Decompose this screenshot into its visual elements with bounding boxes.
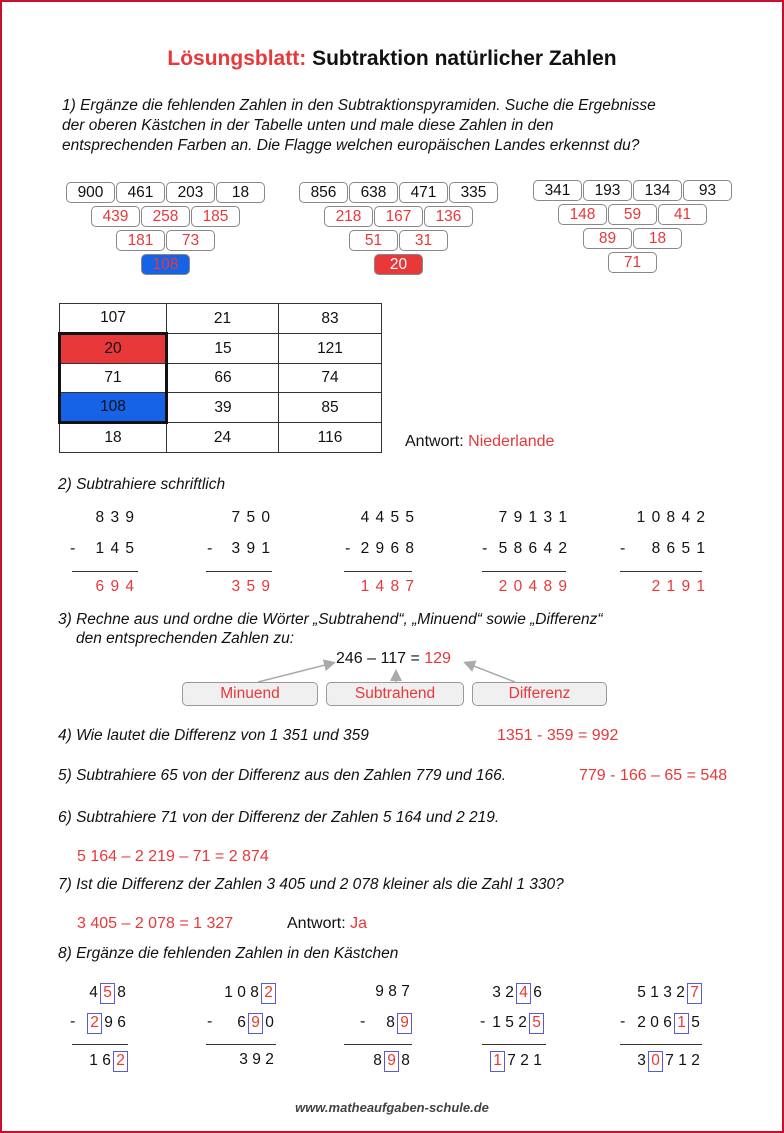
- digit: 3: [239, 1051, 248, 1068]
- q8-sub-row: [235, 1013, 276, 1034]
- pyramid-1-cell: 461: [116, 182, 165, 203]
- q2-result: 1 4 8 7: [360, 578, 415, 595]
- q8-top-row: [373, 983, 412, 1001]
- digit-box: 1: [674, 1013, 689, 1034]
- pyramid-1-cell: 185: [191, 206, 240, 227]
- pyramid-3-cell: 18: [633, 228, 682, 249]
- pyramid-3-cell: 93: [683, 180, 732, 201]
- q5-text: 5) Subtrahiere 65 von der Differenz aus den Zahlen 779 und 166.: [58, 767, 507, 784]
- pyramid-2-cell: 471: [399, 182, 448, 203]
- digit: 6: [117, 1014, 126, 1031]
- table-cell: 71: [60, 364, 167, 393]
- q8-line: [620, 1044, 702, 1045]
- q2-minuend: 7 5 0: [231, 509, 271, 526]
- q8-sub-row: [384, 1013, 412, 1034]
- q3-line2: den entsprechenden Zahlen zu:: [76, 630, 295, 647]
- pyramid-2-cell: 51: [349, 230, 398, 251]
- pyramid-2-cell: 335: [449, 182, 498, 203]
- q8-sub-row: [87, 1013, 128, 1034]
- pyramid-2-cell: 218: [324, 206, 373, 227]
- pyramid-3-cell: 41: [658, 204, 707, 225]
- q2-operator: -: [207, 540, 213, 557]
- q8-res-row: [237, 1051, 276, 1069]
- table-cell: 15: [167, 334, 279, 364]
- q8-sub-row: [635, 1013, 702, 1034]
- pyramid-3-cell: 341: [533, 180, 582, 201]
- pyramid-1-cell: 181: [116, 230, 165, 251]
- q2-subtrahend: 2 9 6 8: [360, 540, 415, 557]
- digit: 0: [237, 984, 246, 1001]
- digit: 6: [102, 1052, 111, 1069]
- digit-box: 1: [490, 1051, 505, 1072]
- digit: 1: [224, 984, 233, 1001]
- pyramid-3-cell: 71: [608, 252, 657, 273]
- q1-line1: 1) Ergänze die fehlenden Zahlen in den Subtraktionspyramiden. Suche die Ergebnisse: [62, 97, 656, 114]
- q2-subtrahend: 8 6 5 1: [651, 540, 706, 557]
- q8-res-row: [87, 1051, 128, 1072]
- digit: 3: [492, 984, 501, 1001]
- digit: 7: [507, 1052, 516, 1069]
- pyramid-1-cell: 258: [141, 206, 190, 227]
- label-subtrahend: Subtrahend: [326, 682, 464, 706]
- digit: 2: [520, 1052, 529, 1069]
- digit: 1: [678, 1052, 687, 1069]
- table-cell: 24: [167, 423, 279, 453]
- digit-box: 9: [248, 1013, 263, 1034]
- pyramid-2-cell: 856: [299, 182, 348, 203]
- digit: 8: [117, 984, 126, 1001]
- digit: 5: [691, 1014, 700, 1031]
- digit: 2: [505, 984, 514, 1001]
- q3-line1: 3) Rechne aus und ordne die Wörter „Subtrahend“, „Minuend“ sowie „Differenz“: [58, 611, 603, 628]
- digit: 9: [104, 1014, 113, 1031]
- digit-box: 2: [113, 1051, 128, 1072]
- q4-text: 4) Wie lautet die Differenz von 1 351 und 359: [58, 727, 369, 744]
- q7-answer: 3 405 – 2 078 = 1 327: [77, 915, 234, 932]
- digit: 7: [401, 983, 410, 1000]
- q8-sub-row: [490, 1013, 544, 1034]
- q8-operator: -: [480, 1013, 486, 1030]
- table-cell: 39: [167, 393, 279, 423]
- digit: 6: [533, 984, 542, 1001]
- title-main: Subtraktion natürlicher Zahlen: [312, 47, 617, 70]
- table-cell: 85: [279, 393, 382, 423]
- q6-answer: 5 164 – 2 219 – 71 = 2 874: [77, 848, 269, 865]
- q2-minuend: 4 4 5 5: [360, 509, 415, 526]
- q8-operator: -: [620, 1013, 626, 1030]
- q3-result: 129: [424, 650, 451, 667]
- q8-res-row: [635, 1051, 702, 1072]
- digit: 1: [533, 1052, 542, 1069]
- q2-subtrahend: 3 9 1: [231, 540, 271, 557]
- footer-url: www.matheaufgaben-schule.de: [295, 1100, 489, 1115]
- q8-line: [72, 1044, 128, 1045]
- q8-top-row: [222, 983, 276, 1004]
- q3-equation-text: 246 – 117 =: [336, 650, 420, 667]
- digit: 0: [265, 1014, 274, 1031]
- arrow-minuend: [258, 663, 333, 682]
- pyramid-1-cell: 108: [141, 254, 190, 275]
- pyramid-2-cell: 31: [399, 230, 448, 251]
- digit: 1: [89, 1052, 98, 1069]
- digit: 5: [637, 984, 646, 1001]
- q2-operator: -: [345, 540, 351, 557]
- q8-operator: -: [360, 1013, 366, 1030]
- table-cell: 108: [60, 393, 167, 423]
- q2-result: 2 1 9 1: [651, 578, 706, 595]
- digit: 1: [650, 984, 659, 1001]
- q2-result: 3 5 9: [231, 578, 271, 595]
- digit-box: 2: [87, 1013, 102, 1034]
- q2-heading: 2) Subtrahiere schriftlich: [58, 476, 226, 493]
- digit-box: 0: [648, 1051, 663, 1072]
- q2-result: 2 0 4 8 9: [498, 578, 568, 595]
- q8-line: [206, 1044, 276, 1045]
- q8-operator: -: [207, 1013, 213, 1030]
- q7-answer-value: Ja: [350, 915, 368, 932]
- q1-answer-value: Niederlande: [468, 433, 555, 450]
- q2-minuend: 8 3 9: [95, 509, 135, 526]
- q8-operator: -: [70, 1013, 76, 1030]
- digit: 8: [388, 983, 397, 1000]
- q2-result: 6 9 4: [95, 578, 135, 595]
- digit: 9: [375, 983, 384, 1000]
- digit: 6: [237, 1014, 246, 1031]
- q2-operator: -: [482, 540, 488, 557]
- q2-minuend: 1 0 8 4 2: [636, 509, 706, 526]
- digit-box: 4: [516, 983, 531, 1004]
- label-differenz: Differenz: [472, 682, 607, 706]
- digit: 3: [637, 1052, 646, 1069]
- pyramid-2-cell: 638: [349, 182, 398, 203]
- pyramid-3-cell: 193: [583, 180, 632, 201]
- q2-operator: -: [620, 540, 626, 557]
- digit-box: 7: [687, 983, 702, 1004]
- pyramid-1-cell: 900: [66, 182, 115, 203]
- table-cell: 107: [60, 304, 167, 334]
- label-minuend: Minuend: [182, 682, 318, 706]
- q1-line2: der oberen Kästchen in der Tabelle unten und male diese Zahlen in den: [62, 117, 554, 134]
- table-cell: 18: [60, 423, 167, 453]
- q8-top-row: [87, 983, 128, 1004]
- pyramid-1-cell: 439: [91, 206, 140, 227]
- q7-text: 7) Ist die Differenz der Zahlen 3 405 und 2 078 kleiner als die Zahl 1 330?: [58, 876, 564, 893]
- q2-operator: -: [70, 540, 76, 557]
- digit: 7: [665, 1052, 674, 1069]
- q2-subtrahend: 5 8 6 4 2: [498, 540, 568, 557]
- table-cell: 121: [279, 334, 382, 364]
- digit-box: 9: [397, 1013, 412, 1034]
- digit: 2: [691, 1052, 700, 1069]
- q8-res-row: [490, 1051, 544, 1072]
- digit: 8: [401, 1052, 410, 1069]
- arrow-differenz: [466, 663, 515, 682]
- table-cell: 66: [167, 364, 279, 393]
- pyramid-3-cell: 134: [633, 180, 682, 201]
- digit: 3: [663, 984, 672, 1001]
- pyramid-1-cell: 73: [166, 230, 215, 251]
- table-cell: 116: [279, 423, 382, 453]
- q8-top-row: [635, 983, 702, 1004]
- pyramid-1-cell: 203: [166, 182, 215, 203]
- q7-answer-box: [287, 915, 367, 933]
- q2-subtrahend: 1 4 5: [95, 540, 135, 557]
- digit: 1: [492, 1014, 501, 1031]
- pyramid-2-cell: 136: [424, 206, 473, 227]
- pyramid-3-cell: 148: [558, 204, 607, 225]
- digit: 8: [250, 984, 259, 1001]
- q8-heading: 8) Ergänze die fehlenden Zahlen in den Kästchen: [58, 945, 399, 962]
- pyramid-2-cell: 167: [374, 206, 423, 227]
- pyramid-1-cell: 18: [216, 182, 265, 203]
- digit: 8: [373, 1052, 382, 1069]
- digit: 2: [265, 1051, 274, 1068]
- digit: 5: [505, 1014, 514, 1031]
- digit: 8: [386, 1014, 395, 1031]
- q6-text: 6) Subtrahiere 71 von der Differenz der Zahlen 5 164 und 2 219.: [58, 809, 500, 826]
- digit-box: 9: [384, 1051, 399, 1072]
- digit-box: 5: [100, 983, 115, 1004]
- q5-answer: 779 - 166 – 65 = 548: [579, 767, 728, 784]
- q8-line: [344, 1044, 412, 1045]
- q1-answer-label: Antwort:: [405, 433, 464, 450]
- q8-top-row: [490, 983, 544, 1004]
- title-prefix: Lösungsblatt:: [167, 47, 307, 70]
- q7-answer-label: Antwort:: [287, 915, 346, 932]
- table-cell: 74: [279, 364, 382, 393]
- digit: 2: [637, 1014, 646, 1031]
- q8-line: [482, 1044, 546, 1045]
- digit: 9: [252, 1051, 261, 1068]
- table-cell: 20: [60, 334, 167, 364]
- digit: 4: [89, 984, 98, 1001]
- digit-box: 5: [529, 1013, 544, 1034]
- digit: 6: [663, 1014, 672, 1031]
- table-cell: 21: [167, 304, 279, 334]
- table-cell: 83: [279, 304, 382, 334]
- q8-res-row: [371, 1051, 412, 1072]
- q4-answer: 1351 - 359 = 992: [497, 727, 619, 744]
- digit-box: 2: [261, 983, 276, 1004]
- q1-line3: entsprechenden Farben an. Die Flagge welchen europäischen Landes erkennst du?: [62, 137, 640, 154]
- pyramid-2-cell: 20: [374, 254, 423, 275]
- q2-minuend: 7 9 1 3 1: [498, 509, 568, 526]
- digit: 2: [676, 984, 685, 1001]
- pyramid-3-cell: 59: [608, 204, 657, 225]
- digit: 0: [650, 1014, 659, 1031]
- digit: 2: [518, 1014, 527, 1031]
- pyramid-3-cell: 89: [583, 228, 632, 249]
